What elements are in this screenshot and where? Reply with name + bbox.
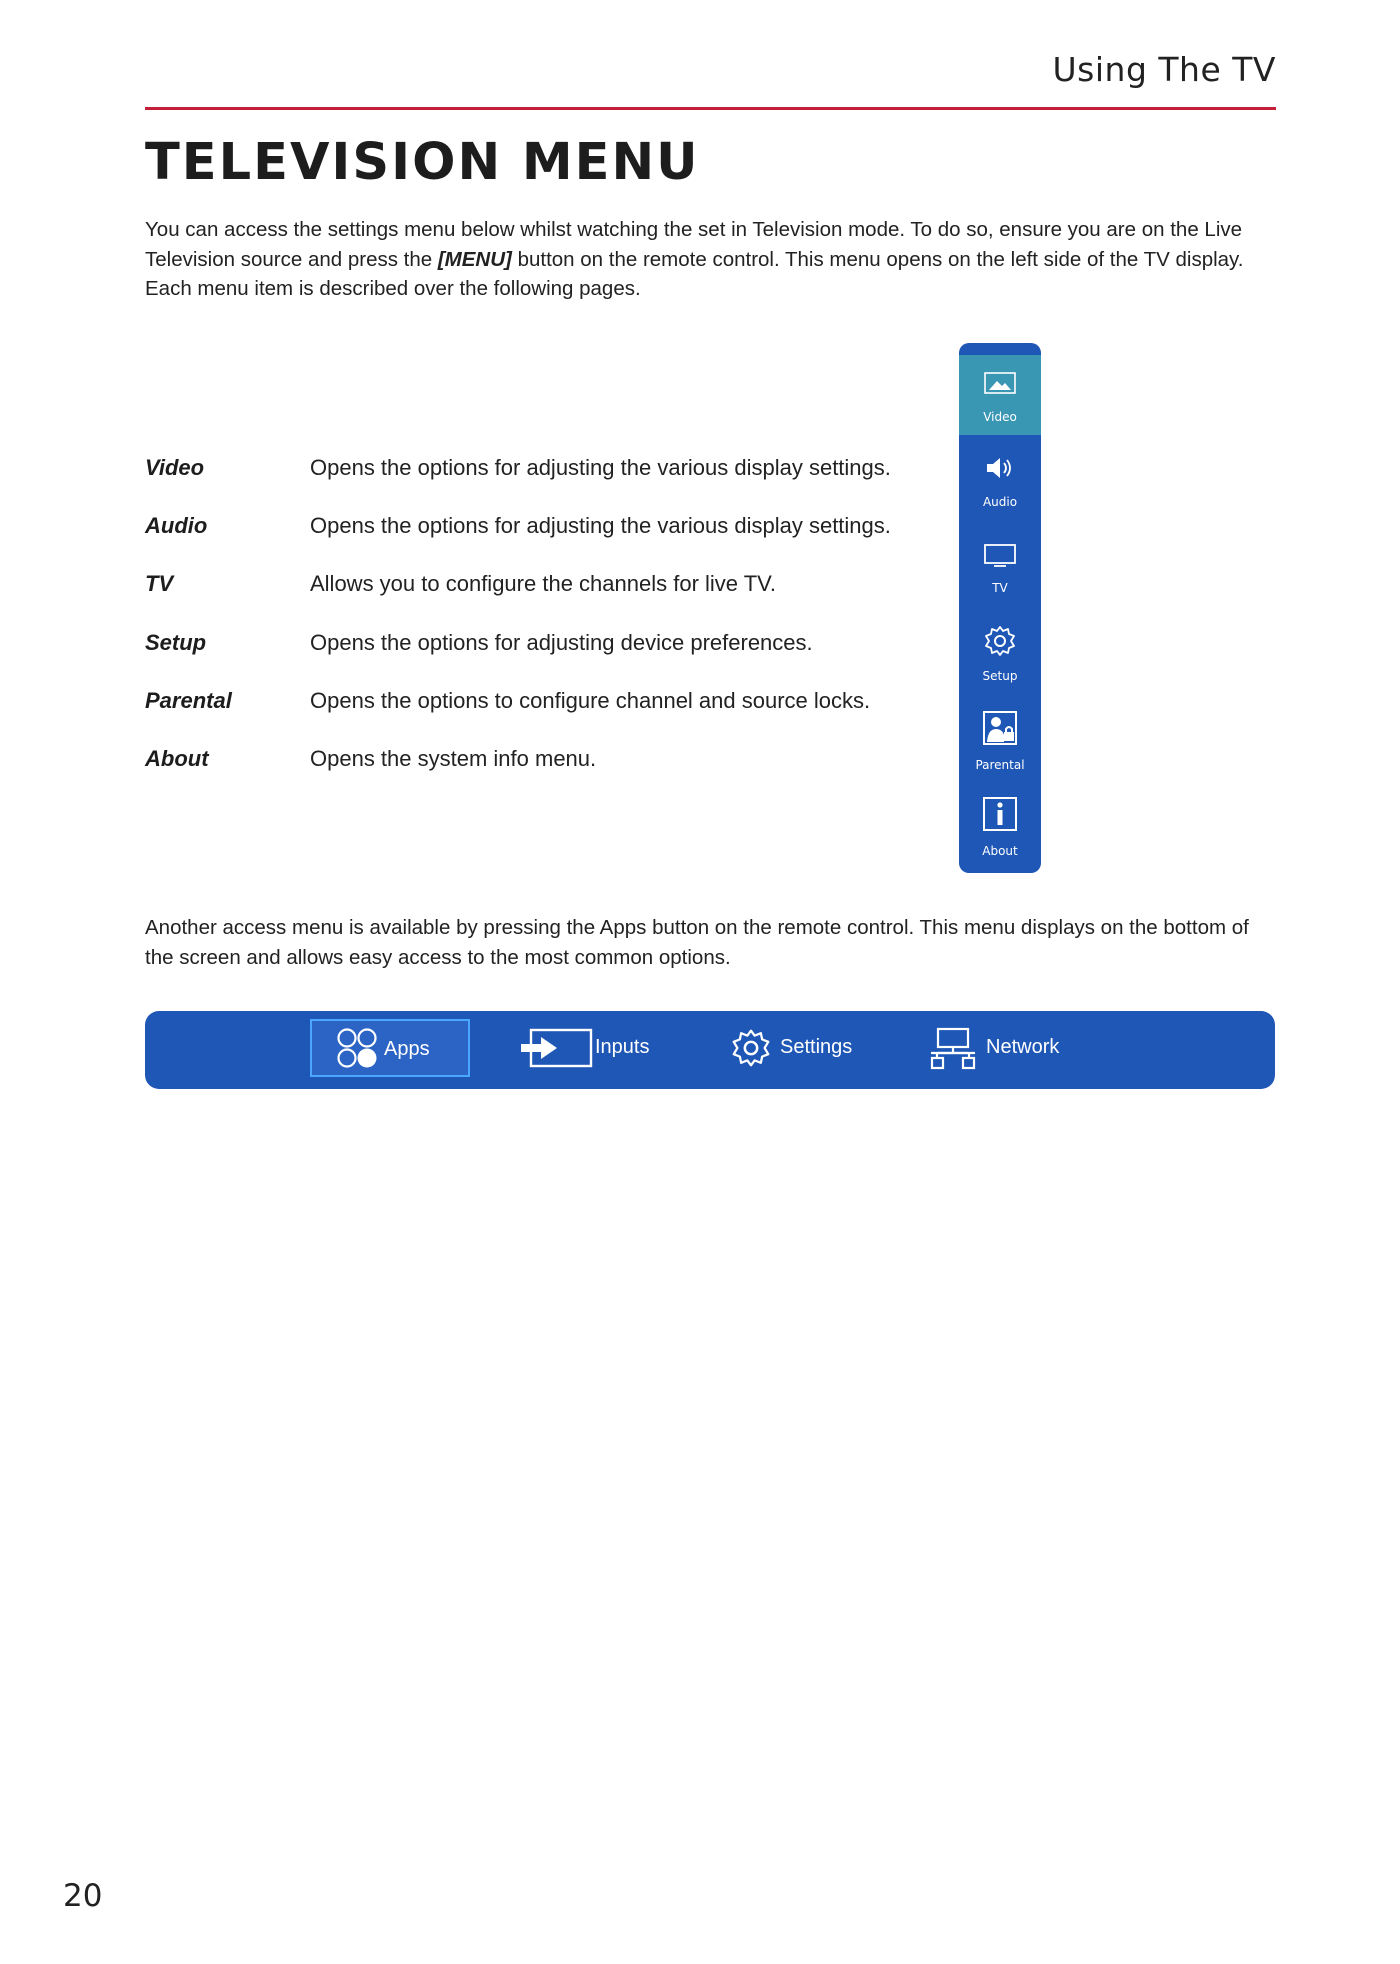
bottom-bar-item-network[interactable] bbox=[930, 1019, 1090, 1077]
menu-item-desc: Opens the options for adjusting the various display settings. bbox=[310, 455, 891, 480]
gear-icon bbox=[983, 624, 1017, 658]
menu-key-label: [MENU] bbox=[437, 247, 512, 271]
side-menu-label: Parental bbox=[975, 758, 1025, 772]
bottom-bar-item-inputs[interactable] bbox=[515, 1019, 665, 1077]
info-icon bbox=[983, 797, 1017, 831]
menu-item-term: TV bbox=[145, 571, 174, 596]
menu-item-term: Video bbox=[145, 455, 205, 480]
network-icon bbox=[930, 1026, 976, 1070]
bottom-bar-item-apps[interactable] bbox=[310, 1019, 470, 1077]
apps-icon bbox=[336, 1027, 380, 1071]
menu-item-desc: Opens the options for adjusting the various display settings. bbox=[310, 513, 891, 538]
side-menu-item-parental[interactable] bbox=[959, 703, 1041, 783]
menu-item-term: About bbox=[145, 746, 209, 771]
header-rule bbox=[145, 107, 1276, 110]
gear-icon bbox=[730, 1027, 772, 1069]
intro-paragraph bbox=[145, 215, 1280, 304]
side-menu-label: TV bbox=[992, 581, 1008, 595]
tv-icon bbox=[984, 542, 1016, 568]
speaker-icon bbox=[984, 456, 1016, 480]
menu-item-desc: Opens the system info menu. bbox=[310, 746, 597, 771]
bottom-bar-label: Inputs bbox=[595, 1036, 650, 1058]
side-menu-label: About bbox=[982, 844, 1018, 858]
bottom-bar-label: Settings bbox=[780, 1036, 853, 1058]
bottom-bar-item-settings[interactable] bbox=[730, 1019, 880, 1077]
intro-text-2: button on the remote control. This menu opens on the left side of the TV display. Each menu item is described over the following pages. bbox=[145, 247, 1244, 300]
menu-item-term: Parental bbox=[145, 688, 232, 713]
picture-icon bbox=[984, 371, 1016, 395]
menu-item-desc: Allows you to configure the channels for live TV. bbox=[310, 571, 776, 596]
menu-item-desc: Opens the options for adjusting device preferences. bbox=[310, 630, 813, 655]
side-menu-item-setup[interactable] bbox=[959, 614, 1041, 694]
side-menu-item-tv[interactable] bbox=[959, 526, 1041, 606]
side-menu-label: Setup bbox=[982, 669, 1018, 683]
input-arrow-icon bbox=[519, 1026, 595, 1070]
menu-item-term: Setup bbox=[145, 630, 207, 655]
bottom-bar-label: Network bbox=[986, 1036, 1060, 1058]
page-title: TELEVISION MENU bbox=[145, 133, 700, 192]
side-menu-item-video[interactable] bbox=[959, 355, 1041, 435]
parental-lock-icon bbox=[983, 711, 1017, 745]
intro-text-1: You can access the settings menu below whilst watching the set in Television mode. To do so, ensure you are on the Live Television source and press the bbox=[145, 218, 1243, 271]
side-menu-item-audio[interactable] bbox=[959, 440, 1041, 520]
side-menu-label: Audio bbox=[982, 495, 1018, 509]
section-title: Using The TV bbox=[1052, 50, 1276, 89]
side-menu bbox=[959, 343, 1041, 873]
menu-item-desc: Opens the options to configure channel and source locks. bbox=[310, 688, 871, 713]
bottom-bar-label: Apps bbox=[384, 1038, 430, 1060]
bottom-bar bbox=[145, 1011, 1275, 1089]
menu-item-term: Audio bbox=[145, 513, 208, 538]
second-paragraph: Another access menu is available by pressing the Apps button on the remote control. This menu displays on the bottom of the screen and allows easy access to the most common options. bbox=[145, 916, 1249, 969]
side-menu-label: Video bbox=[983, 410, 1017, 424]
page-number: 20 bbox=[63, 1878, 103, 1914]
side-menu-item-about[interactable] bbox=[959, 789, 1041, 869]
